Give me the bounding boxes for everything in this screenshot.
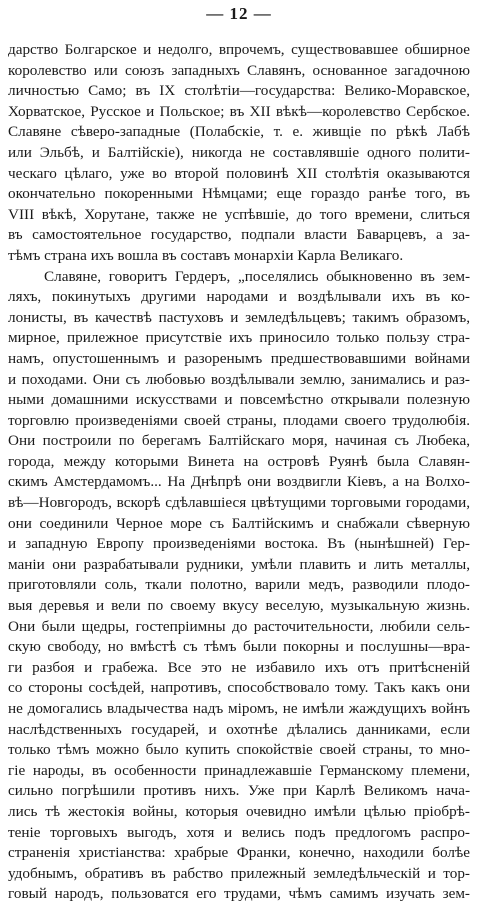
text-line: наслѣдственныхъ государей, и охотнѣе дѣлались данниками, если (8, 720, 470, 738)
text-line: Славяне, говоритъ Гердеръ, „поселялись обыкновенно въ зем- (44, 267, 470, 285)
page-number: — 12 — (206, 4, 272, 23)
text-line: ляхъ, покинутыхъ другими народами и воздѣлывали ихъ въ ко- (8, 288, 470, 306)
text-line: скимъ Амстердамомъ... На Днѣпрѣ они воздвигли Кіевъ, а на Волхо- (8, 473, 470, 491)
text-line: гіе народы, въ особенности принадлежавшіе Германскому племени, (8, 761, 470, 779)
text-line: дарство Болгарское и недолго, впрочемъ, существовавшее обширное (8, 41, 470, 58)
text-line: личностью Само; въ IX столѣтіи—государства: Велико-Моравское, (8, 82, 470, 100)
text-line: ги разбоя и грабежа. Все это не избавило ихъ отъ притѣсненій (8, 658, 470, 676)
text-line: окончательно покоренными Нѣмцами; еще гораздо ранѣе того, въ (8, 185, 470, 203)
text-line: или Эльбѣ, и Балтійскіе), никогда не составлявшіе одного полити- (8, 143, 470, 161)
text-line: тѣмъ страна ихъ вошла въ составъ монархіи Карла Великаго. (8, 246, 404, 264)
text-line: они соединили Черное море съ Балтійскимъ и снабжали сѣверную (8, 514, 470, 532)
text-line: не домогались владычества надъ міромъ, не имѣли жаждущихъ войнъ (8, 700, 470, 717)
text-line: вѣ—Новгородъ, вскорѣ сдѣлавшіеся цвѣтущими торговыми городами, (8, 494, 470, 512)
text-line: въ самостоятельное государство, подпали власти Баварцевъ, а за- (8, 226, 470, 244)
text-line: Славяне сѣверо-западные (Полабскіе, т. е. живщіе по рѣкѣ Лабѣ (8, 123, 470, 141)
text-line: теніе торговыхъ выгодъ, хотя и велись подъ предлогомъ распро- (8, 823, 470, 841)
text-line: ными домашними искусствами и повсемѣстно открывали полезную (8, 391, 470, 409)
text-line: VIII вѣкѣ, Хорутане, также не успѣвшіе, до того времени, слиться (8, 205, 470, 223)
text-line: намъ, опустошеннымъ и разоренымъ предшествовавшими войнами (8, 349, 470, 367)
text-line: скую свободу, но вмѣстѣ съ тѣмъ были покорны и послушны—вра- (8, 638, 470, 656)
text-line: Они были щедры, гостепріимны до расточительности, любили сель- (8, 617, 470, 635)
text-line: города, между которыми Винета на островѣ Руянѣ была Славян- (8, 452, 470, 470)
text-line: и западную Европу произведеніями востока. Въ (нынѣшней) Гер- (8, 535, 470, 553)
text-line: лись тѣ жестокія войны, которыя очевидно имѣли цѣлью пріобрѣ- (8, 802, 470, 820)
text-line: со стороны сосѣдей, напротивъ, способствовало тому. Такъ какъ они (8, 679, 470, 697)
text-line: сильно погрѣшили противъ нихъ. Уже при Карлѣ Великомъ нача- (8, 782, 470, 800)
text-line: королевство или союзъ западныхъ Славянъ, основанное загадочною (8, 61, 470, 79)
text-line: маніи они разрабатывали рудники, умѣли плавить и лить металлы, (8, 555, 470, 573)
text-line: Хорватское, Русское и Польское; въ XII вѣкѣ—королевство Сербское. (8, 102, 470, 120)
text-line: торговлю произведеніями своей страны, плодами своего трудолюбія. (8, 411, 470, 429)
text-line: лонисты, въ качествѣ пастуховъ и земледѣльцевъ; такимъ образомъ, (8, 308, 470, 326)
text-line: Они построили по берегамъ Балтійскаго моря, начиная съ Любека, (8, 432, 470, 450)
body-text (8, 40, 470, 905)
text-line: выя деревья и вели по своему вкусу веселую, музыкальную жизнь. (8, 597, 470, 615)
text-line: удобнымъ, обративъ въ рабство прилежный земледѣльческій и тор- (8, 864, 470, 882)
text-line: мирное, прилежное присутствіе ихъ приносило только пользу стра- (8, 329, 470, 347)
text-line: и походами. Они съ любовью воздѣлывали землю, занимались и раз- (8, 370, 470, 388)
text-line: говый народъ, пользоватся его трудами, чѣмъ самимъ изучать зем- (8, 885, 470, 903)
text-line: ческаго цѣлаго, уже во второй половинѣ XII столѣтія оказываются (8, 164, 470, 182)
text-line: только тѣмъ можно было купить спокойствіе своей страны, то мно- (8, 741, 470, 759)
text-line: страненія христіанства: храбрые Франки, конечно, находили болѣе (8, 844, 470, 862)
text-line: приготовляли соль, ткали полотно, варили медъ, разводили плодо- (8, 576, 470, 594)
